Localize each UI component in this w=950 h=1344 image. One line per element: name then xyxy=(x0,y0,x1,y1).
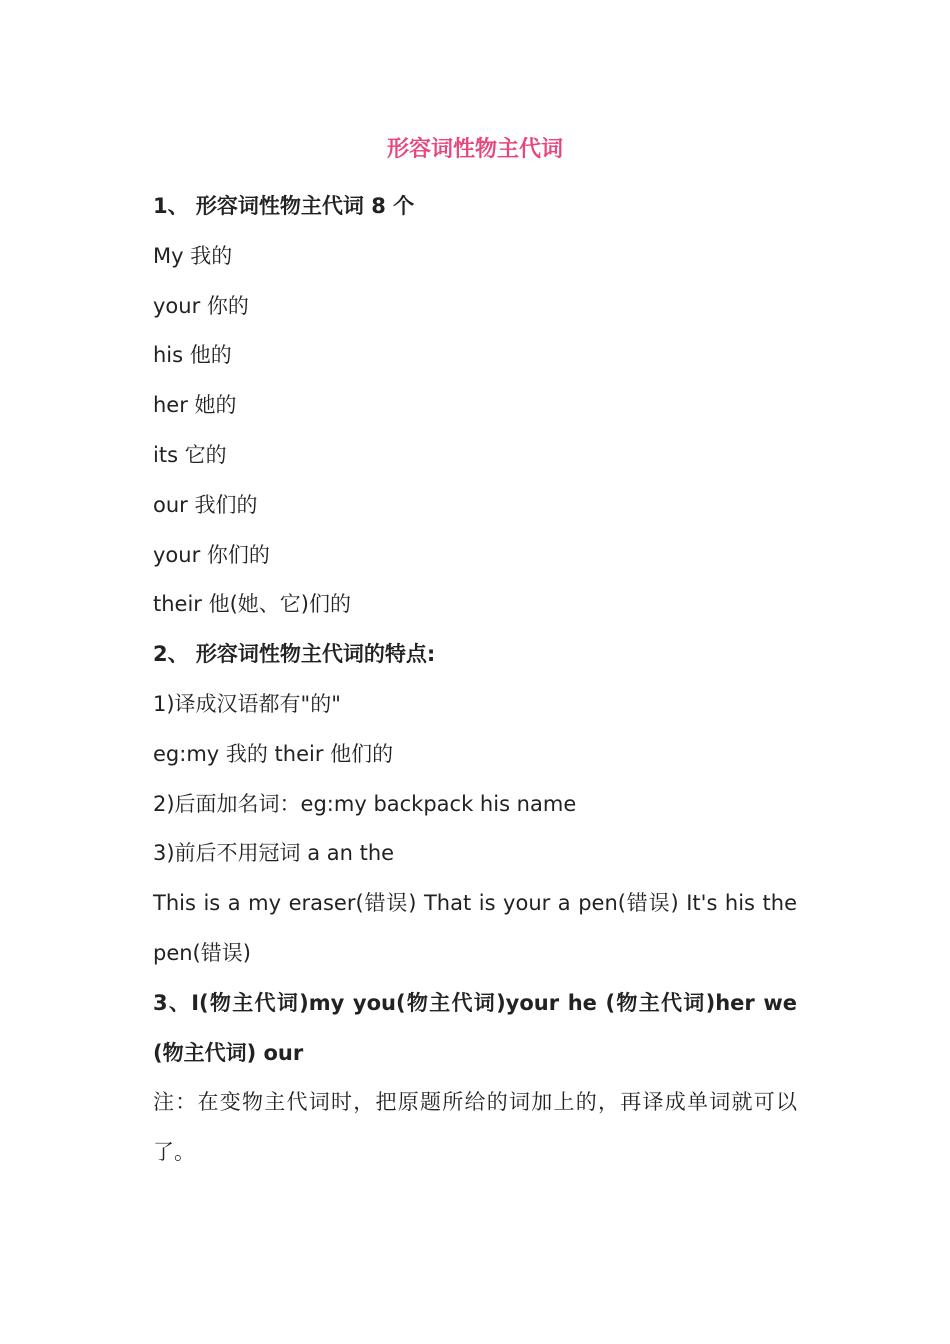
pronoun-line-your: your 你的 xyxy=(153,293,249,318)
pronoun-line-her: her 她的 xyxy=(153,393,237,418)
page-title: 形容词性物主代词 xyxy=(386,137,563,162)
section-heading-3: 3、I(物主代词)my you(物主代词)your he (物主代词)her we (物主代词) our xyxy=(153,990,797,1065)
feature-line-1: 1)译成汉语都有"的" xyxy=(153,691,341,716)
pronoun-line-my: My 我的 xyxy=(153,243,233,268)
pronoun-line-your-plural: your 你们的 xyxy=(153,542,270,567)
document-body xyxy=(153,182,797,1178)
error-examples: This is a my eraser(错误) That is your a pen(错误) It's his the pen(错误) xyxy=(153,891,797,965)
pronoun-line-their: their 他(她、它)们的 xyxy=(153,592,351,617)
note-line: 注：在变物主代词时，把原题所给的词加上的，再译成单词就可以了。 xyxy=(153,1090,797,1165)
section-heading-1: 1、 形容词性物主代词 8 个 xyxy=(153,194,415,218)
pronoun-line-his: his 他的 xyxy=(153,343,232,368)
feature-line-2: 2)后面加名词：eg:my backpack his name xyxy=(153,791,577,816)
section-heading-2: 2、 形容词性物主代词的特点: xyxy=(153,642,436,667)
pronoun-line-its: its 它的 xyxy=(153,442,227,467)
feature-line-3: 3)前后不用冠词 a an the xyxy=(153,841,395,866)
example-line-1: eg:my 我的 their 他们的 xyxy=(153,741,394,766)
pronoun-line-our: our 我们的 xyxy=(153,492,258,517)
